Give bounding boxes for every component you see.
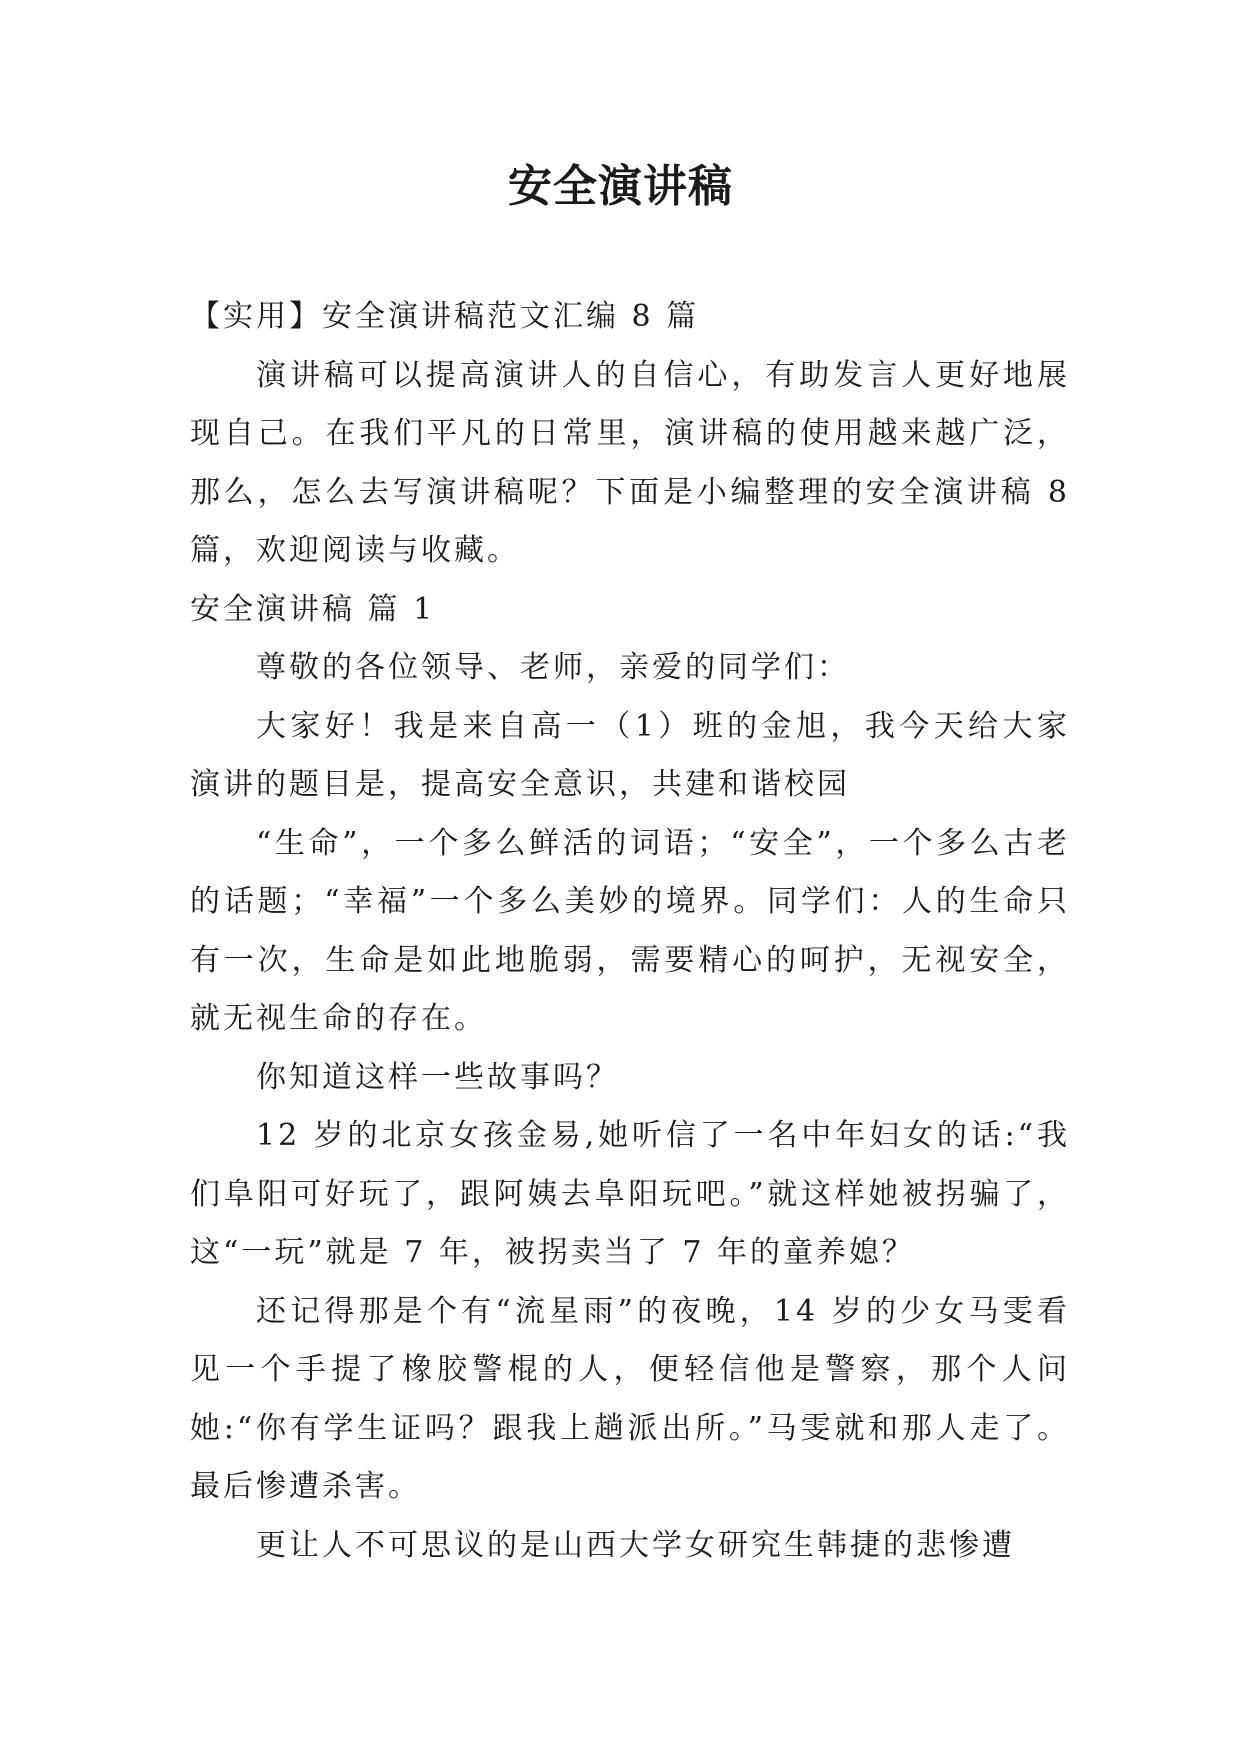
paragraph: 大家好！我是来自高一（1）班的金旭，我今天给大家演讲的题目是，提高安全意识，共建和谐校园 [190,708,1070,802]
paragraph: 更让人不可思议的是山西大学女研究生韩捷的悲惨遭 [256,1527,1015,1563]
paragraph: 你知道这样一些故事吗？ [256,1059,619,1095]
paragraph: 【实用】安全演讲稿范文汇编 8 篇 [190,299,700,334]
document-title: 安全演讲稿 [508,161,733,212]
paragraph: 还记得那是个有“流星雨”的夜晚，14 岁的少女马雯看见一个手提了橡胶警棍的人，便轻信他是警察，那个人问她:“你有学生证吗？跟我上趟派出所。”马雯就和那人走了。最后惨遭杀害。 [190,1293,1070,1504]
paragraph: “生命”，一个多么鲜活的词语；“安全”，一个多么古老的话题；“幸福”一个多么美妙的境界。同学们：人的生命只有一次，生命是如此地脆弱，需要精心的呵护，无视安全，就无视生命的存在。 [190,825,1070,1036]
paragraph: 尊敬的各位领导、老师，亲爱的同学们： [256,650,850,685]
document-body [190,288,1070,1575]
paragraph: 演讲稿可以提高演讲人的自信心，有助发言人更好地展现自己。在我们平凡的日常里，演讲稿的使用越来越广泛，那么，怎么去写演讲稿呢？下面是小编整理的安全演讲稿 8 篇，欢迎阅读与收藏。 [190,357,1070,568]
section-heading: 安全演讲稿 篇 1 [190,591,436,627]
paragraph: 12 岁的北京女孩金易,她听信了一名中年妇女的话:“我们阜阳可好玩了，跟阿姨去阜阳玩吧。”就这样她被拐骗了，这“一玩”就是 7 年，被拐卖当了 7 年的童养媳？ [190,1118,1070,1270]
